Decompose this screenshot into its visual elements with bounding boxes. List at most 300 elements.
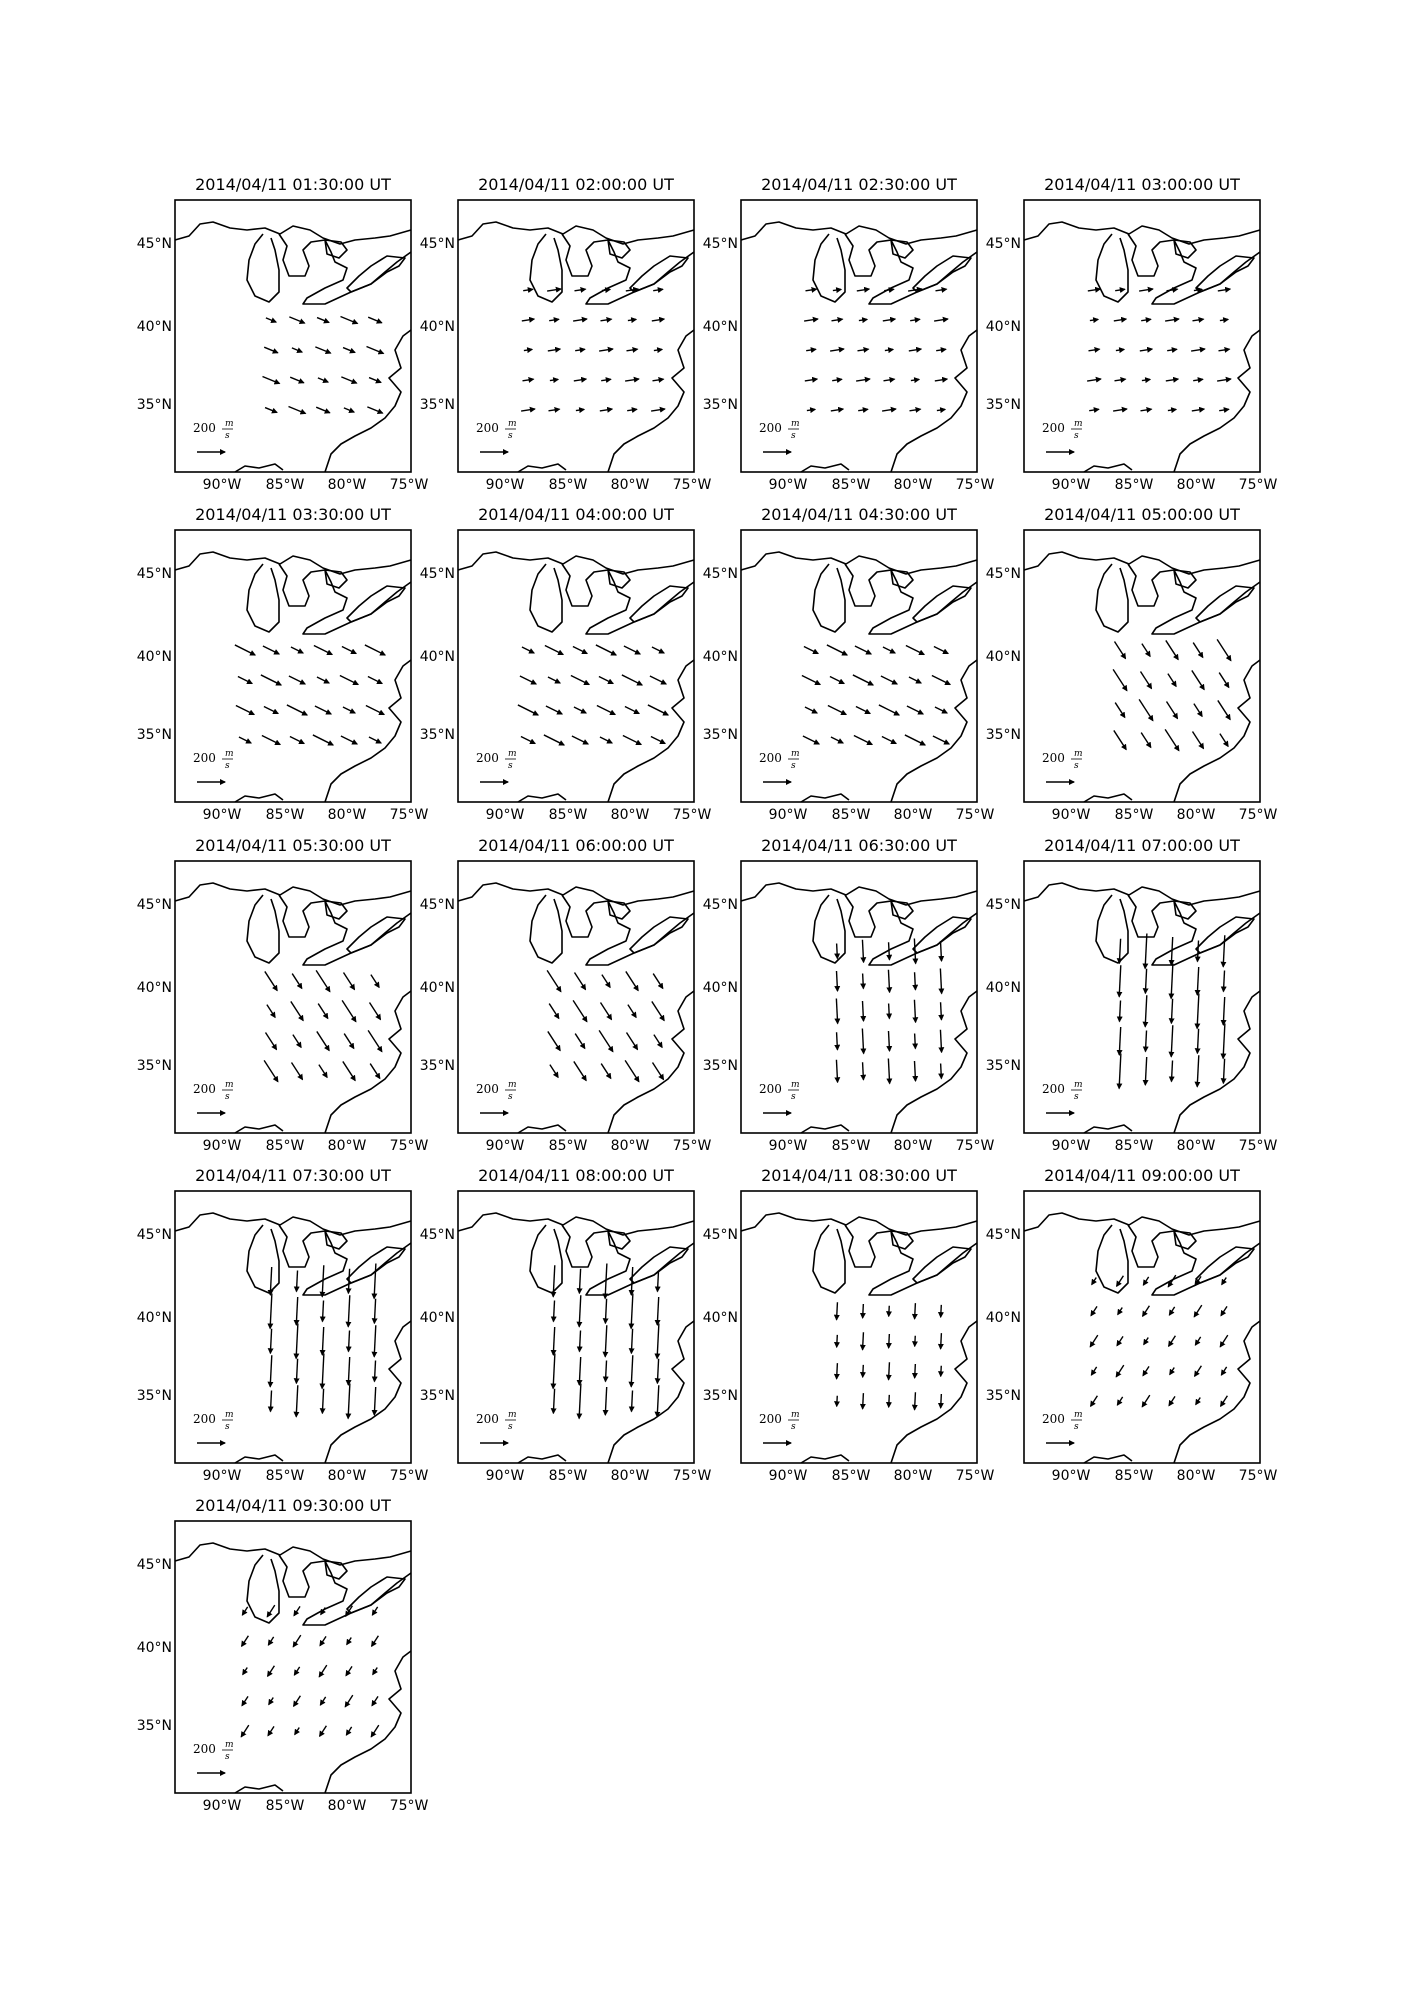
wind-vector	[264, 347, 278, 353]
wind-vector	[242, 1696, 248, 1705]
wind-vector	[369, 378, 381, 383]
wind-vector	[599, 1030, 613, 1051]
wind-vector	[374, 1387, 375, 1415]
wind-vector	[855, 646, 871, 654]
map-panel	[420, 505, 712, 823]
wind-vector	[941, 1366, 942, 1377]
wind-vector	[915, 1364, 916, 1378]
lat-tick-label: 45°N	[985, 1227, 1021, 1243]
wind-vector	[915, 1061, 916, 1081]
scale-unit-num: m	[1074, 1080, 1083, 1090]
wind-vector	[627, 409, 637, 410]
lat-tick-label: 40°N	[419, 1310, 455, 1326]
lat-tick-label: 45°N	[985, 897, 1021, 913]
lon-tick-label: 80°W	[893, 807, 933, 823]
lat-tick-label: 40°N	[985, 649, 1021, 665]
wind-vector	[597, 705, 615, 714]
lon-tick-label: 75°W	[1238, 1468, 1278, 1484]
wind-vector	[313, 735, 333, 745]
wind-vector	[1115, 642, 1126, 659]
wind-vector	[888, 1059, 889, 1084]
wind-vector	[1197, 1055, 1199, 1087]
wind-vector	[296, 1297, 297, 1325]
wind-vector	[915, 1336, 916, 1347]
wind-vector	[1166, 640, 1178, 659]
wind-vector	[1089, 409, 1099, 410]
wind-vector	[1119, 965, 1121, 997]
wind-vector	[889, 1004, 890, 1019]
scale-value: 200	[1042, 1082, 1065, 1096]
wind-vector	[1145, 1057, 1146, 1085]
wind-vector	[863, 974, 864, 989]
wind-vector	[346, 1666, 352, 1675]
wind-vector	[574, 707, 586, 713]
scale-unit-den: s	[225, 1422, 230, 1432]
wind-vector	[368, 317, 382, 323]
scale-unit-den: s	[1074, 1422, 1079, 1432]
wind-vector	[941, 1002, 942, 1020]
wind-vector	[1119, 1054, 1121, 1089]
lat-tick-label: 45°N	[419, 1227, 455, 1243]
wind-vector	[347, 1637, 352, 1644]
wind-vector	[294, 1667, 299, 1675]
lon-tick-label: 85°W	[548, 807, 588, 823]
lon-tick-label: 90°W	[768, 477, 808, 493]
wind-vector	[858, 409, 868, 410]
wind-vector	[269, 1697, 274, 1704]
wind-vector	[631, 1329, 632, 1354]
lat-tick-label: 45°N	[136, 566, 172, 582]
lat-tick-label: 45°N	[136, 1557, 172, 1573]
wind-vector	[599, 676, 613, 683]
wind-vector	[548, 1031, 560, 1050]
wind-vector	[1113, 669, 1127, 690]
lon-tick-label: 85°W	[1114, 477, 1154, 493]
lon-tick-label: 80°W	[327, 1138, 367, 1154]
wind-vector	[368, 1030, 382, 1051]
wind-vector	[1221, 1396, 1228, 1407]
scale-unit-den: s	[225, 1752, 230, 1762]
wind-vector	[1088, 289, 1100, 291]
lon-tick-label: 85°W	[548, 1468, 588, 1484]
wind-vectors	[521, 289, 665, 411]
wind-vector	[1090, 319, 1098, 320]
wind-vector	[549, 409, 560, 411]
wind-vector	[1223, 997, 1224, 1025]
lon-tick-label: 90°W	[202, 1798, 242, 1814]
wind-vector	[625, 379, 639, 381]
wind-vector	[270, 1329, 271, 1354]
wind-vector	[1142, 644, 1150, 657]
wind-vector	[290, 736, 304, 743]
wind-vector	[910, 409, 921, 411]
wind-vector	[265, 408, 277, 413]
wind-vector	[289, 407, 306, 414]
lat-tick-label: 35°N	[419, 727, 455, 743]
lat-tick-label: 40°N	[985, 319, 1021, 335]
wind-vector	[289, 317, 304, 323]
scale-key	[1042, 419, 1083, 452]
wind-vector	[831, 737, 843, 743]
scale-unit-den: s	[1074, 431, 1079, 441]
wind-vector	[909, 677, 921, 683]
wind-vector	[523, 289, 533, 290]
wind-vector	[837, 1032, 838, 1050]
panel-title: 2014/04/11 06:30:00 UT	[761, 836, 957, 855]
wind-vector	[881, 676, 897, 684]
wind-vector	[296, 1385, 298, 1417]
wind-vector	[889, 1395, 890, 1407]
map-panel	[703, 505, 995, 823]
wind-vector	[235, 645, 255, 655]
panel-title: 2014/04/11 03:30:00 UT	[195, 505, 391, 524]
wind-vector	[883, 319, 895, 321]
wind-vector	[322, 1265, 324, 1297]
lat-tick-label: 40°N	[702, 649, 738, 665]
wind-vector	[937, 409, 945, 410]
scale-unit-num: m	[225, 1740, 234, 1750]
wind-vector	[836, 1060, 837, 1083]
wind-vector	[316, 970, 330, 991]
lon-tick-label: 85°W	[265, 807, 305, 823]
map-panel	[703, 1166, 995, 1484]
wind-vector	[653, 379, 664, 381]
wind-vector	[1169, 1336, 1176, 1347]
wind-vector	[1218, 700, 1230, 719]
lat-tick-label: 35°N	[419, 1058, 455, 1074]
scale-key	[1042, 1410, 1083, 1443]
lon-tick-label: 85°W	[265, 477, 305, 493]
wind-vector	[1115, 379, 1126, 381]
wind-vector	[940, 969, 941, 994]
lon-tick-label: 75°W	[389, 477, 429, 493]
wind-vector	[320, 1726, 327, 1737]
wind-vector	[853, 675, 873, 685]
scale-unit-den: s	[791, 431, 796, 441]
wind-vector	[605, 1299, 606, 1324]
wind-vector	[343, 348, 355, 353]
scale-unit-num: m	[791, 1080, 800, 1090]
map-panels	[137, 175, 1278, 1814]
wind-vector	[906, 645, 924, 654]
wind-vector	[1197, 994, 1199, 1029]
wind-vector	[341, 377, 356, 383]
wind-vector	[862, 1029, 863, 1054]
wind-vector	[830, 349, 844, 351]
wind-vector	[601, 1064, 611, 1079]
lon-tick-label: 75°W	[389, 807, 429, 823]
wind-vector	[522, 647, 534, 653]
wind-vector	[521, 736, 535, 743]
wind-vector	[889, 1031, 890, 1051]
wind-vector	[631, 1267, 632, 1295]
wind-vector	[1222, 1277, 1227, 1284]
wind-vector	[1171, 964, 1173, 999]
lat-tick-label: 40°N	[136, 649, 172, 665]
wind-vector	[657, 1324, 659, 1359]
wind-vector	[348, 1331, 349, 1352]
wind-vector	[889, 1306, 890, 1317]
wind-vector	[1196, 1397, 1201, 1404]
wind-vector	[314, 645, 332, 654]
wind-vector	[374, 1361, 375, 1382]
wind-vector	[1144, 1337, 1149, 1344]
lat-tick-label: 45°N	[702, 236, 738, 252]
scale-key	[193, 1740, 234, 1773]
lon-tick-label: 75°W	[389, 1468, 429, 1484]
wind-vector	[292, 974, 302, 989]
wind-vector	[1169, 1307, 1174, 1315]
wind-vector	[933, 736, 949, 744]
wind-vector	[341, 736, 357, 744]
wind-vector	[550, 1065, 558, 1078]
wind-vector	[888, 970, 889, 993]
lon-tick-label: 75°W	[1238, 1138, 1278, 1154]
wind-vector	[372, 1636, 379, 1647]
lat-tick-label: 40°N	[419, 980, 455, 996]
wind-vector	[863, 1365, 864, 1377]
lon-tick-label: 85°W	[1114, 1138, 1154, 1154]
wind-vector	[573, 646, 587, 653]
wind-vector	[1219, 409, 1229, 410]
wind-vector	[242, 1607, 247, 1615]
wind-vectors	[264, 970, 382, 1081]
wind-vector	[602, 975, 610, 988]
wind-vector	[573, 1000, 587, 1021]
lon-tick-label: 75°W	[955, 1138, 995, 1154]
wind-vector	[572, 736, 588, 744]
scale-key	[193, 419, 234, 452]
panel-title: 2014/04/11 05:00:00 UT	[1044, 505, 1240, 524]
wind-vector	[1220, 1335, 1228, 1347]
wind-vector	[596, 645, 616, 655]
wind-vector	[936, 289, 947, 291]
wind-vector	[856, 706, 870, 713]
wind-vector	[263, 377, 280, 384]
lat-tick-label: 35°N	[419, 1388, 455, 1404]
scale-key	[193, 749, 234, 782]
wind-vector	[905, 735, 925, 745]
wind-vector	[1143, 1277, 1148, 1285]
lat-tick-label: 35°N	[702, 1388, 738, 1404]
wind-vector	[1171, 937, 1172, 965]
panel-title: 2014/04/11 04:00:00 UT	[478, 505, 674, 524]
lat-tick-label: 35°N	[985, 1058, 1021, 1074]
lon-tick-label: 80°W	[327, 1798, 367, 1814]
wind-vector	[600, 737, 612, 743]
panel-title: 2014/04/11 05:30:00 UT	[195, 836, 391, 855]
wind-vector	[1223, 935, 1225, 967]
wind-vector	[342, 1000, 356, 1021]
wind-vector	[524, 349, 532, 350]
wind-vector	[909, 349, 921, 351]
lat-tick-label: 45°N	[136, 236, 172, 252]
wind-vector	[293, 1035, 301, 1048]
wind-vector	[348, 1269, 349, 1294]
wind-vector	[863, 1304, 864, 1318]
wind-vector	[270, 1294, 272, 1329]
wind-vector	[827, 645, 847, 655]
wind-vector	[1145, 934, 1147, 969]
lon-tick-label: 85°W	[548, 1138, 588, 1154]
panel-title: 2014/04/11 08:00:00 UT	[478, 1166, 674, 1185]
wind-vector	[605, 1325, 607, 1357]
lon-tick-label: 85°W	[831, 477, 871, 493]
scale-value: 200	[193, 751, 216, 765]
wind-vector	[1171, 1025, 1173, 1057]
wind-vector	[1116, 1365, 1124, 1377]
wind-vector	[322, 1301, 323, 1322]
wind-vector	[294, 1696, 301, 1707]
wind-vector	[373, 1667, 378, 1674]
lon-tick-label: 75°W	[672, 1138, 712, 1154]
wind-vector	[316, 407, 330, 413]
wind-vector	[1194, 1305, 1202, 1317]
lon-tick-label: 75°W	[389, 1798, 429, 1814]
wind-vector	[263, 646, 279, 654]
lon-tick-label: 75°W	[955, 1468, 995, 1484]
scale-unit-den: s	[225, 1092, 230, 1102]
wind-vector	[318, 378, 328, 382]
wind-vector	[936, 349, 946, 350]
wind-vectors	[836, 939, 941, 1084]
wind-vectors	[235, 645, 385, 745]
wind-vector	[341, 317, 358, 324]
wind-vector	[600, 409, 612, 411]
lon-tick-label: 75°W	[955, 807, 995, 823]
wind-vector	[1141, 409, 1152, 411]
wind-vector	[857, 289, 869, 291]
lat-tick-label: 35°N	[985, 397, 1021, 413]
wind-vector	[1193, 732, 1204, 749]
lon-tick-label: 80°W	[1176, 1468, 1216, 1484]
wind-vector	[340, 675, 358, 684]
wind-vector	[1113, 409, 1127, 411]
wind-vector	[863, 1393, 864, 1409]
wind-vector	[342, 646, 356, 653]
wind-vector	[322, 1389, 323, 1414]
lon-tick-label: 85°W	[265, 1138, 305, 1154]
wind-vector	[575, 1034, 585, 1049]
lat-tick-label: 40°N	[136, 1640, 172, 1656]
wind-vector	[882, 736, 896, 743]
wind-vector	[1089, 349, 1100, 351]
scale-unit-den: s	[225, 761, 230, 771]
wind-vector	[1197, 1029, 1198, 1054]
wind-vector	[348, 1357, 349, 1385]
wind-vector	[238, 676, 252, 683]
lon-tick-label: 85°W	[831, 1138, 871, 1154]
wind-vector	[1114, 730, 1126, 749]
wind-vector	[915, 1392, 916, 1410]
lat-tick-label: 35°N	[136, 1718, 172, 1734]
wind-vector	[654, 349, 662, 350]
wind-vector	[268, 1637, 273, 1645]
wind-vector	[651, 736, 665, 743]
scale-unit-num: m	[508, 1410, 517, 1420]
lat-tick-label: 35°N	[702, 1058, 738, 1074]
wind-vector	[1192, 670, 1204, 689]
lat-tick-label: 45°N	[702, 1227, 738, 1243]
scale-key	[759, 749, 800, 782]
lon-tick-label: 90°W	[1051, 1468, 1091, 1484]
wind-vector	[579, 1331, 580, 1352]
wind-vector	[295, 1727, 300, 1734]
lat-tick-label: 45°N	[136, 897, 172, 913]
wind-vector	[1191, 349, 1205, 351]
wind-vector	[651, 409, 665, 411]
wind-vector	[318, 1004, 328, 1019]
wind-vector	[367, 407, 382, 413]
wind-vectors	[804, 289, 948, 411]
wind-vector	[837, 1396, 838, 1407]
wind-vector	[1167, 349, 1177, 350]
map-panel	[137, 505, 429, 823]
wind-vector	[1145, 995, 1147, 1027]
wind-vector	[523, 379, 534, 381]
lon-tick-label: 90°W	[485, 807, 525, 823]
wind-vector	[1141, 733, 1151, 748]
wind-vector	[828, 705, 846, 714]
wind-vector	[1167, 702, 1178, 719]
wind-vector	[242, 1636, 249, 1647]
panel-title: 2014/04/11 03:00:00 UT	[1044, 175, 1240, 194]
wind-vector	[548, 349, 560, 351]
wind-vector	[859, 319, 867, 320]
wind-vectors	[263, 317, 384, 414]
wind-vector	[910, 319, 920, 320]
panel-title: 2014/04/11 02:30:00 UT	[761, 175, 957, 194]
lon-tick-label: 90°W	[202, 1468, 242, 1484]
wind-vector	[1141, 319, 1151, 320]
scale-unit-num: m	[225, 1410, 234, 1420]
panel-title: 2014/04/11 07:30:00 UT	[195, 1166, 391, 1185]
panel-title: 2014/04/11 09:30:00 UT	[195, 1496, 391, 1515]
map-panel	[137, 1166, 429, 1484]
lon-tick-label: 90°W	[1051, 477, 1091, 493]
wind-vector	[1193, 379, 1203, 380]
scale-value: 200	[759, 421, 782, 435]
lat-tick-label: 45°N	[419, 566, 455, 582]
scale-unit-num: m	[1074, 419, 1083, 429]
wind-vector	[805, 379, 817, 381]
wind-vector	[1117, 1336, 1123, 1345]
wind-vector	[837, 944, 838, 959]
wind-vector	[1165, 319, 1179, 321]
lon-tick-label: 85°W	[265, 1798, 305, 1814]
wind-vector	[1218, 289, 1230, 291]
wind-vector	[941, 1394, 942, 1408]
wind-vector	[1145, 1031, 1146, 1052]
scale-key	[193, 1080, 234, 1113]
wind-vector	[915, 972, 916, 990]
lon-tick-label: 90°W	[202, 807, 242, 823]
lat-tick-label: 35°N	[136, 727, 172, 743]
wind-vector	[546, 706, 562, 714]
lon-tick-label: 75°W	[672, 1468, 712, 1484]
wind-vector	[657, 1359, 658, 1384]
scale-value: 200	[476, 1082, 499, 1096]
wind-vector	[653, 289, 663, 290]
wind-vector	[264, 706, 278, 713]
lon-tick-label: 80°W	[327, 477, 367, 493]
wind-vector	[348, 1384, 350, 1419]
wind-vector	[291, 647, 303, 653]
wind-vector	[884, 289, 894, 290]
wind-vector	[914, 939, 915, 964]
wind-vector	[631, 1391, 632, 1412]
wind-vector	[553, 1389, 554, 1414]
